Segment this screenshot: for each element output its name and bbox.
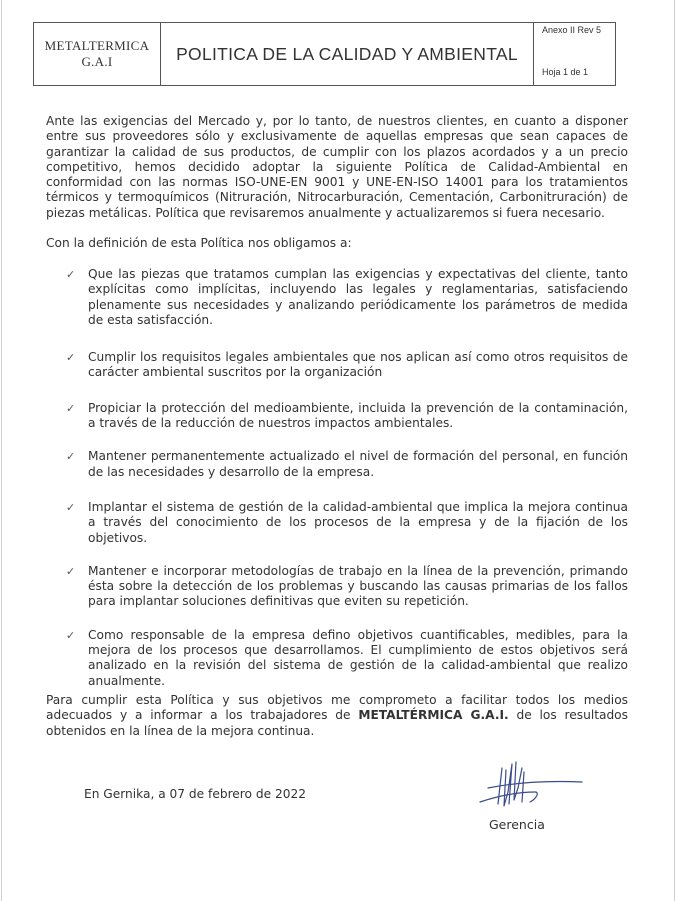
company-name-cell bbox=[34, 23, 161, 85]
list-item-text: Propiciar la protección del medioambiente, incluida la prevención de la contaminación, a través de la reducción de nuestros impactos ambientales. bbox=[88, 400, 628, 431]
company-name-line2: G.A.I bbox=[81, 54, 113, 69]
document-title-cell bbox=[161, 23, 534, 85]
document-meta-cell bbox=[534, 23, 615, 85]
list-item-text: Que las piezas que tratamos cumplan las exigencias y expectativas del cliente, tanto explícitas como implícitas, incluyendo las legales y reglamentarias, satisfaciendo plenamente sus necesidades y analizando periódicamente los parámetros de medida de esta satisfacción. bbox=[88, 267, 628, 327]
annex-revision: Anexo II Rev 5 bbox=[542, 25, 602, 35]
list-item bbox=[64, 564, 628, 610]
company-name-line1: METALTERMICA bbox=[44, 38, 150, 53]
obligations-intro: Con la definición de esta Política nos obligamos a: bbox=[46, 236, 352, 250]
signer-role: Gerencia bbox=[489, 817, 545, 832]
list-item bbox=[64, 449, 628, 480]
page-number: Hoja 1 de 1 bbox=[542, 67, 589, 77]
list-item-text: Como responsable de la empresa defino objetivos cuantificables, medibles, para la mejora de los procesos que desarrollamos. El cumplimiento de estos objetivos será analizado en la revisión del sistema de gestión de la calidad-ambiental que realizo anualmente. bbox=[88, 627, 628, 688]
list-item bbox=[64, 500, 628, 546]
checkmark-icon: ✓ bbox=[66, 500, 76, 514]
list-item bbox=[64, 350, 628, 381]
closing-text-start: Para cumplir esta Política y sus objetivos me comprometo a facilitar todos los medios adecuados y a informar a los trabajadores de bbox=[46, 693, 628, 723]
list-item-text: Mantener e incorporar metodologías de trabajo en la línea de la prevención, primando ésta sobre la detección de los problemas y buscando las causas primarias de los fallos para implantar soluciones definitivas que eviten su repetición. bbox=[88, 563, 628, 609]
page-edge bbox=[674, 0, 675, 901]
closing-company-name: METALTÉRMICA G.A.I. bbox=[358, 708, 509, 723]
checkmark-icon: ✓ bbox=[66, 351, 76, 365]
list-item bbox=[64, 401, 628, 432]
list-item-text: Implantar el sistema de gestión de la calidad-ambiental que implica la mejora continua a través del conocimiento de los procesos de la empresa y de la fijación de los objetivos. bbox=[88, 499, 628, 545]
checkmark-icon: ✓ bbox=[66, 450, 76, 464]
checkmark-icon: ✓ bbox=[66, 268, 76, 281]
handwritten-signature bbox=[478, 758, 588, 820]
page-edge bbox=[1, 0, 2, 901]
place-date: En Gernika, a 07 de febrero de 2022 bbox=[84, 787, 307, 801]
list-item bbox=[64, 267, 628, 328]
checkmark-icon: ✓ bbox=[66, 564, 76, 578]
document-header bbox=[33, 22, 616, 86]
closing-text-end: de los resultados obtenidos en la línea de la mejora continua. bbox=[46, 708, 628, 738]
checkmark-icon: ✓ bbox=[66, 628, 76, 642]
closing-paragraph bbox=[46, 693, 628, 739]
checkmark-icon: ✓ bbox=[66, 401, 76, 415]
document-title: POLITICA DE LA CALIDAD Y AMBIENTAL bbox=[176, 43, 518, 64]
intro-paragraph: Ante las exigencias del Mercado y, por lo tanto, de nuestros clientes, en cuanto a disponer entre sus proveedores sólo y exclusivamente de aquellas empresas que sean capaces de garantizar la calidad de sus productos, de cumplir con los plazos acordados y a un precio competitivo, hemos decidido adoptar la siguiente Política de Calidad-Ambiental en conformidad con las normas ISO-UNE-EN 9001 y UNE-EN-ISO 14001 para los tratamientos térmicos y termoquímicos (Nitruración, Nitrocarburación, Cementación, Carbonitruración) de piezas metálicas. Política que revisaremos anualmente y actualizaremos si fuera necesario. bbox=[46, 114, 628, 220]
obligations-list bbox=[64, 267, 628, 689]
list-item-text: Cumplir los requisitos legales ambientales que nos aplican así como otros requisitos de carácter ambiental suscritos por la organización bbox=[88, 350, 628, 380]
list-item bbox=[64, 628, 628, 689]
list-item-text: Mantener permanentemente actualizado el nivel de formación del personal, en función de las necesidades y desarrollo de la empresa. bbox=[88, 449, 628, 479]
